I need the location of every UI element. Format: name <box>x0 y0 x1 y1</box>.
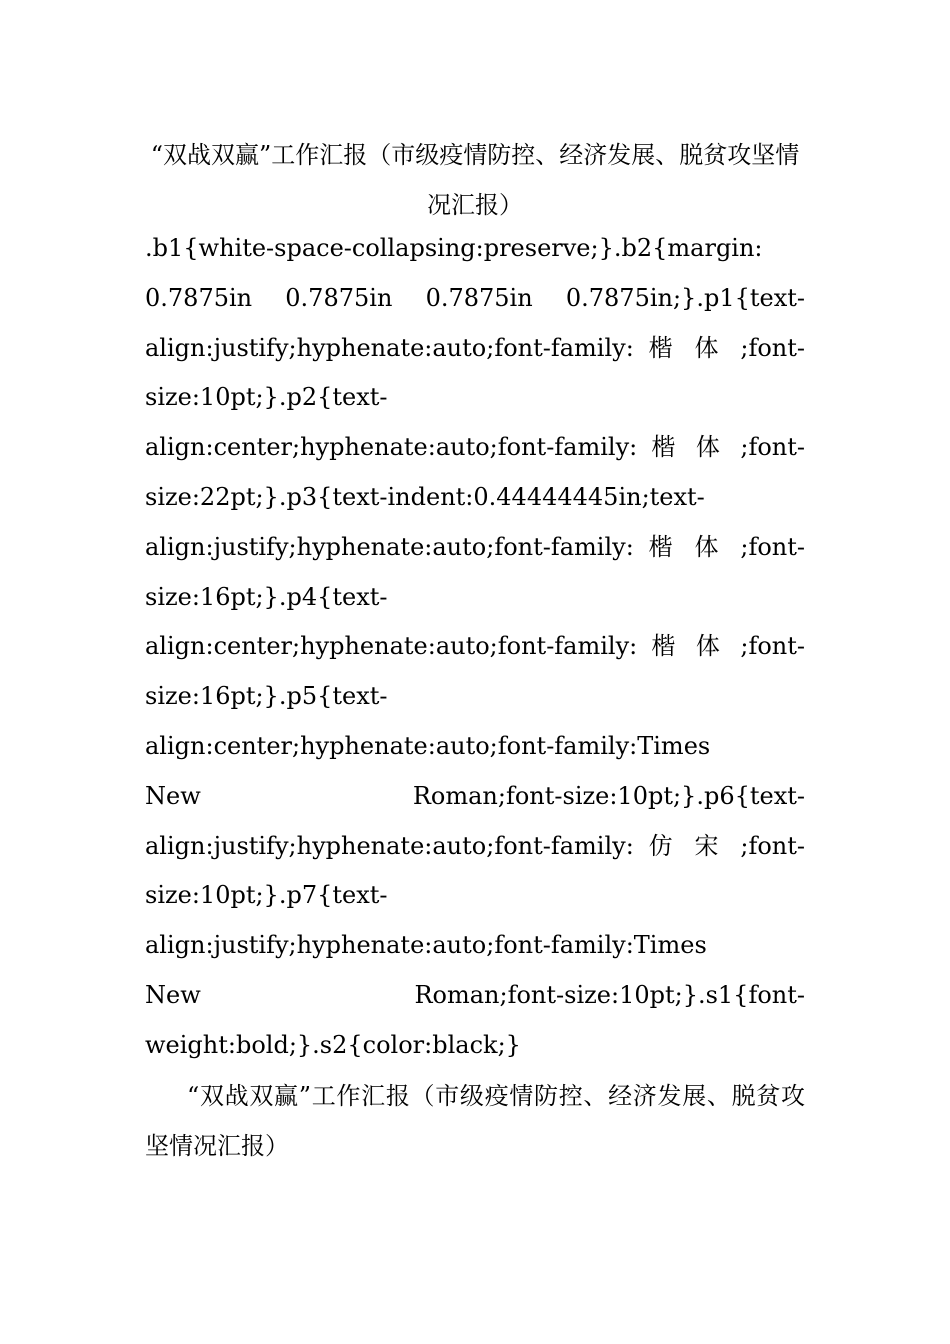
css-line: size:10pt;}.p7{text- <box>145 881 388 910</box>
css-line: 0.7875in 0.7875in 0.7875in 0.7875in;}.p1{text- <box>145 283 805 312</box>
css-line: size:16pt;}.p5{text- <box>145 682 388 711</box>
css-line: align:center;hyphenate:auto;font-family: 楷 体 ;font- <box>145 433 805 462</box>
css-line: align:justify;hyphenate:auto;font-family:Times <box>145 931 707 960</box>
css-line: .b1{white-space-collapsing:preserve;}.b2{margin: <box>145 234 763 262</box>
css-line: size:16pt;}.p4{text- <box>145 582 388 611</box>
css-line: size:22pt;}.p3{text-indent:0.44444445in;text- <box>145 482 705 511</box>
css-text-block <box>145 224 805 1071</box>
css-line: align:justify;hyphenate:auto;font-family: 楷 体 ;font- <box>145 333 805 362</box>
css-line: New Roman;font-size:10pt;}.s1{font- <box>145 980 805 1009</box>
css-line: New Roman;font-size:10pt;}.p6{text- <box>145 781 805 810</box>
css-line: align:justify;hyphenate:auto;font-family: 仿 宋 ;font- <box>145 831 805 860</box>
document-title: “双战双赢”工作汇报（市级疫情防控、经济发展、脱贫攻坚情况汇报） <box>150 141 800 219</box>
css-line: size:10pt;}.p2{text- <box>145 383 388 412</box>
intro-paragraph: “双战双赢”工作汇报（市级疫情防控、经济发展、脱贫攻坚情况汇报） <box>145 1082 805 1160</box>
css-line: align:justify;hyphenate:auto;font-family: 楷 体 ;font- <box>145 532 805 561</box>
css-line: align:center;hyphenate:auto;font-family: 楷 体 ;font- <box>145 632 805 661</box>
css-line: align:center;hyphenate:auto;font-family:Times <box>145 731 711 760</box>
css-line: weight:bold;}.s2{color:black;} <box>145 1030 521 1059</box>
